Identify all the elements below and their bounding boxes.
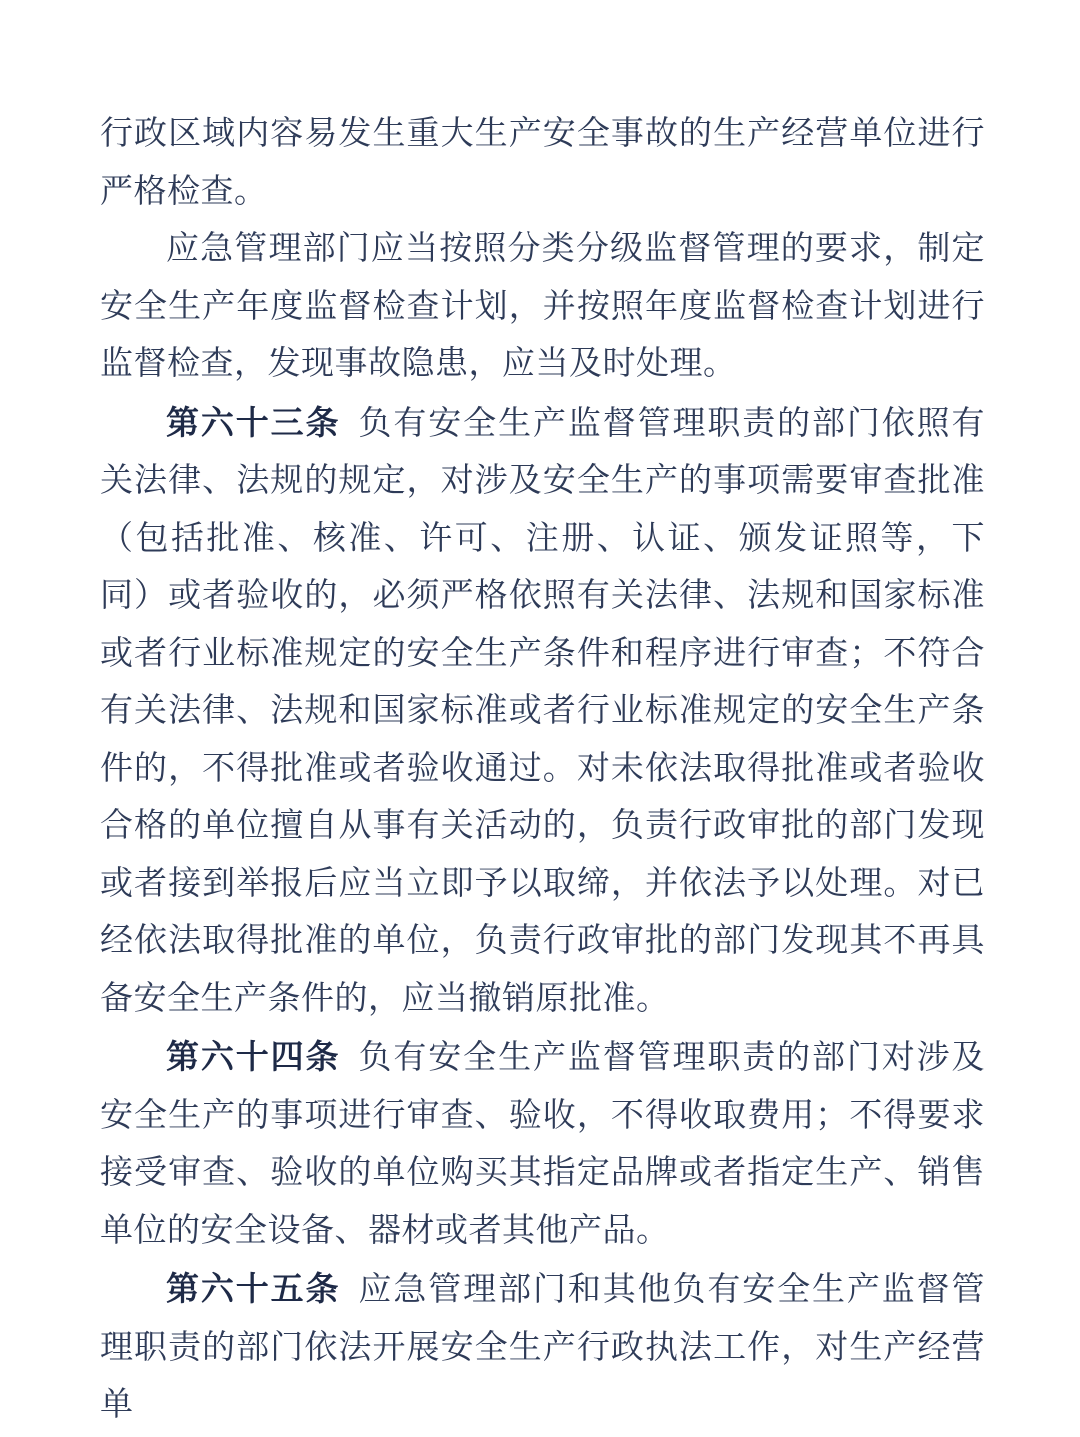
paragraph-article-63 (100, 394, 985, 1029)
article-65-number: 第六十五条 (166, 1269, 341, 1308)
paragraph-article-64 (100, 1028, 985, 1260)
article-63-number: 第六十三条 (166, 402, 341, 442)
paragraph-inspection-plan (100, 221, 985, 394)
paragraph-article-65 (100, 1260, 985, 1435)
paragraph-inspection-plan-text: 应急管理部门应当按照分类分级监督管理的要求，制定安全生产年度监督检查计划，并按照年度监督检查计划进行监督检查，发现事故隐患，应当及时处理。 (100, 231, 985, 382)
paragraph-continuation (100, 106, 985, 221)
article-65-text: 应急管理部门和其他负有安全生产监督管理职责的部门依法开展安全生产行政执法工作，对生产经营单 (100, 1272, 986, 1423)
article-64-text: 负有安全生产监督管理职责的部门对涉及安全生产的事项进行审查、验收，不得收取费用；不得要求接受审查、验收的单位购买其指定品牌或者指定生产、销售单位的安全设备、器材或者其他产品。 (100, 1040, 986, 1249)
paragraph-continuation-text: 行政区域内容易发生重大生产安全事故的生产经营单位进行严格检查。 (100, 116, 985, 210)
article-63-text: 负有安全生产监督管理职责的部门依照有关法律、法规的规定，对涉及安全生产的事项需要审查批准（包括批准、核准、许可、注册、认证、颁发证照等，下同）或者验收的，必须严格依照有关法律、法规和国家标准或者行业标准规定的安全生产条件和程序进行审查；不符合有关法律、法规和国家标准或者行业标准规定的安全生产条件的，不得批准或者验收通过。对未依法取得批准或者验收合格的单位擅自从事有关活动的，负责行政审批的部门发现或者接到举报后应当立即予以取缔，并依法予以处理。对已经依法取得批准的单位，负责行政审批的部门发现其不再具备安全生产条件的，应当撤销原批准。 (100, 405, 986, 1017)
article-64-number: 第六十四条 (166, 1037, 341, 1076)
